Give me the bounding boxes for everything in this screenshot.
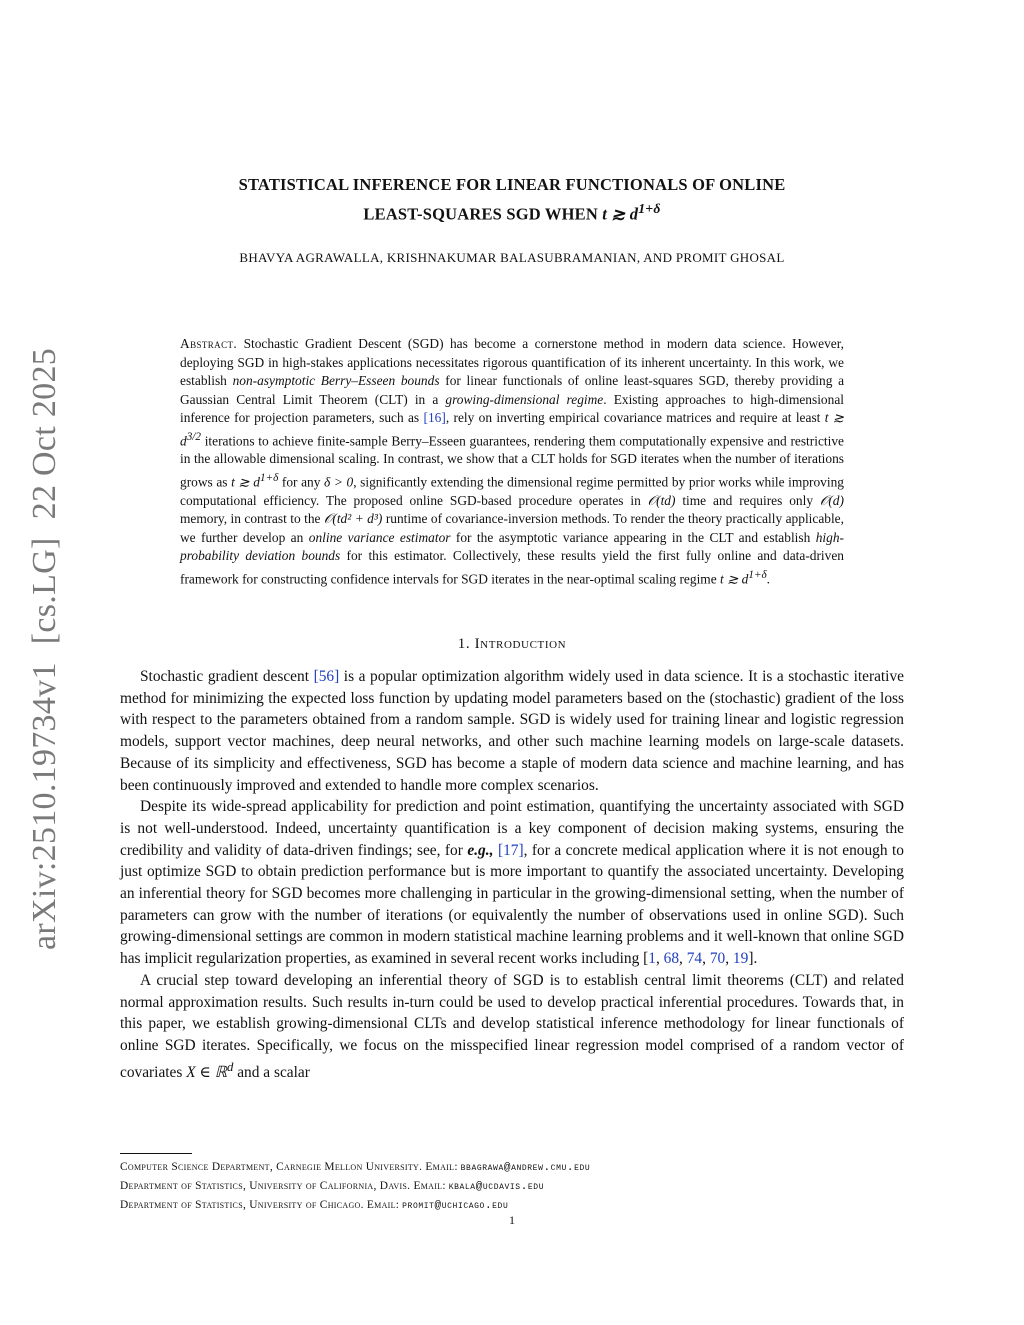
- citation-link[interactable]: [16]: [423, 410, 446, 425]
- citation-link[interactable]: 1: [648, 950, 656, 968]
- arxiv-stamp: [22, 347, 68, 950]
- abstract-heading: Abstract.: [180, 336, 238, 351]
- paragraph-3: A crucial step toward developing an inferential theory of SGD is to establish central limit theorems (CLT) and related normal approximation results. Such results in-turn could be used to develop practical inferential procedures. Towards that, in this paper, we establish growing-dimensional CLTs and develop statistical inference methodology for linear functionals of online SGD iterates. Specifically, we focus on the misspecified linear regression model comprised of a random vector of covariates X ∈ ℝ$^d$ and a scalar: [120, 971, 904, 1081]
- email-link[interactable]: promit@uchicago.edu: [402, 1200, 509, 1212]
- page-number: 1: [509, 1213, 515, 1227]
- arxiv-date: 22 Oct 2025: [26, 347, 63, 520]
- footnote-affiliation: Computer Science Department, Carnegie Mellon University. Email: bbagrawa@andrew.cmu.edu: [120, 1161, 591, 1174]
- email-link[interactable]: kbala@ucdavis.edu: [448, 1181, 545, 1193]
- footnote-affiliation: Department of Statistics, University of California, Davis. Email: kbala@ucdavis.edu: [120, 1180, 545, 1193]
- arxiv-id: arXiv:2510.19734v1: [26, 662, 63, 950]
- section-heading: 1. Introduction: [457, 636, 567, 652]
- footnotes: [120, 1158, 904, 1215]
- citation-link[interactable]: 74: [686, 950, 703, 968]
- citation-link[interactable]: 70: [709, 950, 726, 968]
- citation-link[interactable]: 19: [732, 950, 749, 968]
- title-line-2: LEAST-SQUARES SGD WHEN t ≳ $d^{1+\delta}$: [363, 201, 661, 224]
- title-math: t ≳ d: [602, 204, 639, 224]
- paragraph-1: Stochastic gradient descent [56] is a popular optimization algorithm widely used in data science. It is a stochastic iterative method for minimizing the expected loss function by updating model parameters based on the (stochastic) gradient of the loss with respect to the parameters obtained from a random sample. SGD is widely used for training linear and logistic regression models, support vector machines, deep neural networks, and other such machine learning models on large-scale datasets. Because of its simplicity and effectiveness, SGD has become a staple of modern data science and machine learning, and has been continuously improved and extended to handle more complex scenarios.: [120, 668, 904, 794]
- abstract: Abstract. Stochastic Gradient Descent (SGD) has become a cornerstone method in modern data science. However, deploying SGD in high-stakes applications necessitates rigorous quantification of its inherent uncertainty. In this work, we establish non-asymptotic Berry–Esseen bounds for linear functionals of online least-squares SGD, thereby providing a Gaussian Central Limit Theorem (CLT) in a growing-dimensional regime. Existing approaches to high-dimensional inference for projection parameters, such as [16], rely on inverting empirical covariance matrices and require at least t ≳ $d^{3/2}$ iterations to achieve finite-sample Berry–Esseen guarantees, rendering them computationally expensive and restrictive in the allowable dimensional scaling. In contrast, we show that a CLT holds for SGD iterates when the number of iterations grows as t ≳ $d^{1+\delta}$ for any δ > 0, significantly extending the dimensional regime permitted by prior works while improving computational efficiency. The proposed online SGD-based procedure operates in 𝒪(td) time and requires only 𝒪(d) memory, in contrast to the 𝒪(td² + d³) runtime of covariance-inversion methods. To render the theory practically applicable, we further develop an online variance estimator for the asymptotic variance appearing in the CLT and establish high-probability deviation bounds for this estimator. Collectively, these results yield the first fully online and data-driven framework for constructing confidence intervals for SGD iterates in the near-optimal scaling regime t ≳ $d^{1+\delta}$.: [180, 336, 845, 587]
- footnote-affiliation: Department of Statistics, University of Chicago. Email: promit@uchicago.edu: [120, 1199, 509, 1212]
- citation-link[interactable]: 68: [663, 950, 680, 968]
- paragraph-2: Despite its wide-spread applicability for prediction and point estimation, quantifying the uncertainty associated with SGD is not well-understood. Indeed, uncertainty quantification is a key component of decision making systems, ensuring the credibility and validity of data-driven findings; see, for e.g., [17], for a concrete medical application where it is not enough to just optimize SGD to obtain prediction performance but is more important to quantify the associated uncertainty. Developing an inferential theory for SGD becomes more challenging in particular in the growing-dimensional setting, when the number of parameters can grow with the number of iterations (or equivalently the number of observations used in online SGD). Such growing-dimensional settings are common in modern statistical machine learning problems and it well-known that online SGD has implicit regularization properties, as examined in several recent works including [1, 68, 74, 70, 19].: [120, 798, 904, 968]
- author-list: BHAVYA AGRAWALLA, KRISHNAKUMAR BALASUBRAMANIAN, AND PROMIT GHOSAL: [239, 250, 785, 265]
- body-text: [120, 666, 904, 1083]
- citation-link[interactable]: [17]: [497, 841, 524, 859]
- title-line-1: STATISTICAL INFERENCE FOR LINEAR FUNCTIONALS OF ONLINE: [238, 175, 786, 194]
- footnote-rule: [120, 1153, 192, 1154]
- citation-link[interactable]: [56]: [313, 668, 340, 685]
- email-link[interactable]: bbagrawa@andrew.cmu.edu: [460, 1162, 591, 1174]
- arxiv-category: [cs.LG]: [26, 537, 63, 645]
- paper-title: [120, 173, 904, 227]
